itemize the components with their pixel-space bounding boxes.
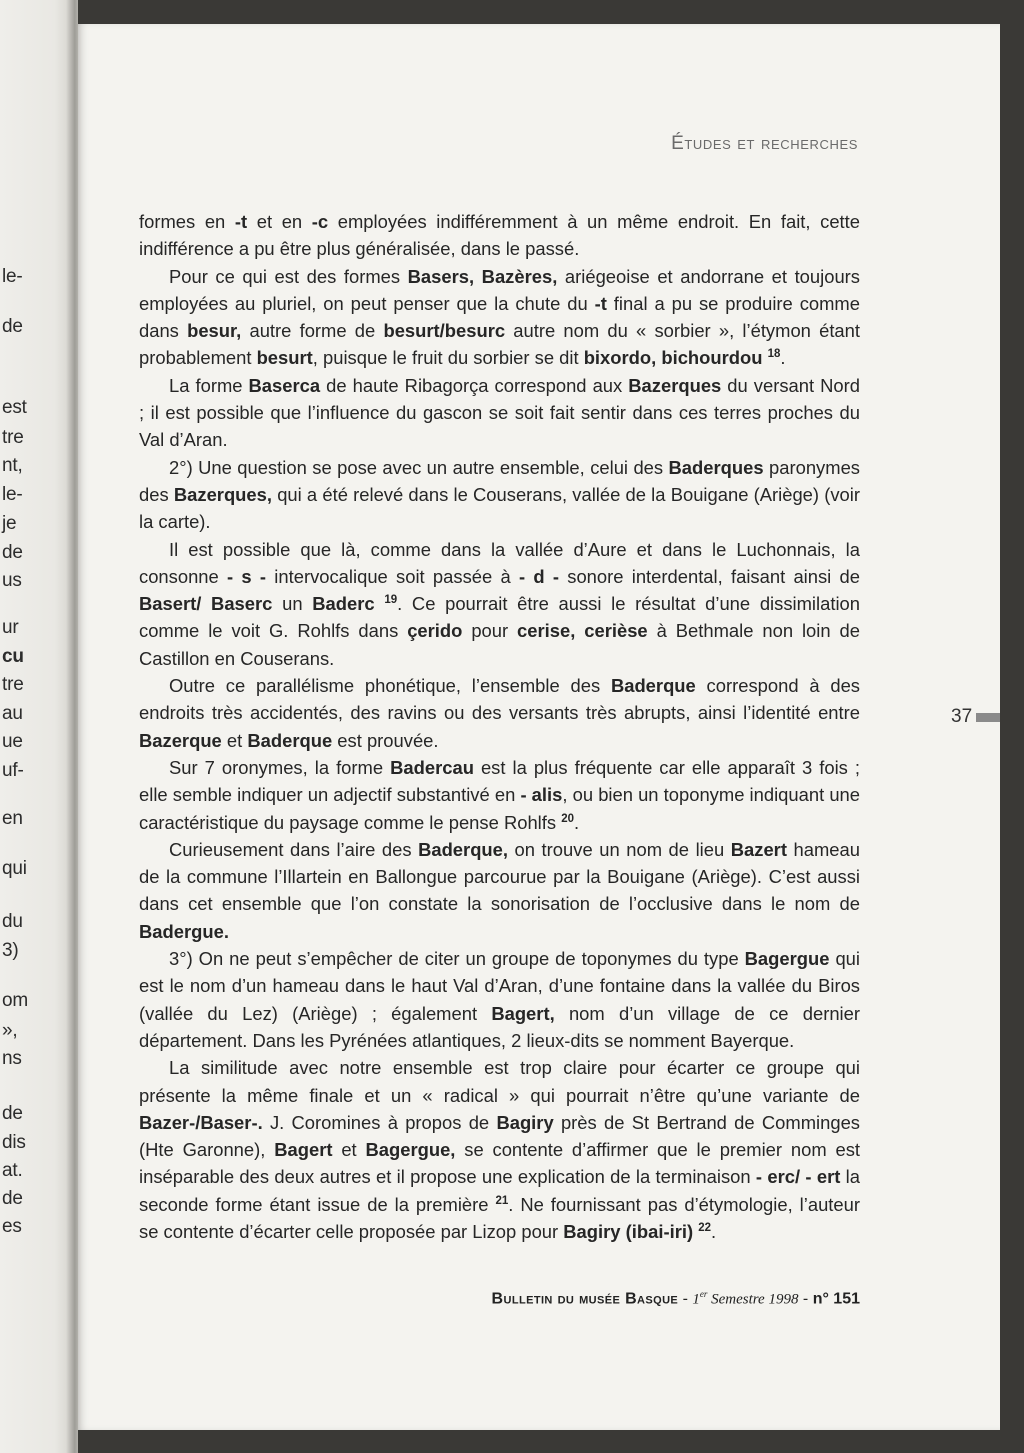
paragraph bbox=[139, 263, 860, 372]
text-run: à Bethmale non loin de Castillon en Couserans. bbox=[139, 620, 860, 669]
text-run: La similitude avec notre ensemble est trop claire pour écarter ce groupe qui présente la même finale et un « radical » qui pourrait n’être qu’une variante de bbox=[139, 1057, 860, 1106]
left-page-fragment: tre bbox=[2, 427, 24, 448]
text-run: final a pu se produire comme dans bbox=[139, 292, 860, 342]
left-page-fragment: ue bbox=[2, 731, 23, 752]
paragraph bbox=[139, 836, 860, 945]
text-run: ariégeoise et andorrane et toujours employées au pluriel, on peut penser que la chute du bbox=[139, 265, 860, 314]
toponym: çerido bbox=[407, 620, 463, 642]
text-run: hameau de la commune l’Illartein en Ballongue parcourue par la Bouigane (Ariège). C’est aussi dans cet ensemble que l’on constate la sonorisation de l’occlusive dans le nom de bbox=[139, 838, 860, 915]
toponym: -t bbox=[594, 292, 607, 314]
toponym: - alis bbox=[520, 784, 563, 806]
left-page-fragment: tre bbox=[2, 674, 24, 695]
text-run: 2°) Une question se pose avec un autre ensemble, celui des bbox=[169, 456, 669, 478]
toponym: Bazerque bbox=[139, 729, 222, 751]
left-page-fragment: om bbox=[2, 990, 28, 1011]
left-page-fragment: en bbox=[2, 808, 23, 829]
footer-separator: - bbox=[678, 1290, 693, 1308]
text-run: Pour ce qui est des formes bbox=[169, 265, 408, 287]
left-page-fragment: au bbox=[2, 703, 23, 724]
left-page-fragment: uf- bbox=[2, 760, 24, 781]
toponym: Baserca bbox=[248, 374, 321, 396]
toponym: besur, bbox=[187, 320, 242, 342]
text-run: Il est possible que là, comme dans la vallée d’Aure et dans le Luchonnais, la consonne bbox=[139, 538, 860, 587]
toponym: - erc/ - ert bbox=[755, 1166, 841, 1188]
footer-bulletin: Bulletin du musée Basque bbox=[491, 1290, 679, 1308]
text-run: est prouvée. bbox=[332, 729, 439, 751]
left-page-fragment: ns bbox=[2, 1048, 22, 1069]
text-run: se contente d’affirmer que le premier nom est inséparable des deux autres et il propose une explication de la terminaison bbox=[139, 1139, 861, 1188]
toponym: Bagert bbox=[274, 1139, 333, 1161]
toponym: Bazert bbox=[730, 838, 787, 860]
toponym: - d - bbox=[518, 565, 559, 587]
text-run: pour bbox=[462, 620, 518, 642]
text-run: la seconde forme étant issue de la première bbox=[139, 1166, 860, 1215]
left-page-fragment: de bbox=[2, 542, 23, 563]
toponym: Bagergue bbox=[744, 948, 830, 970]
text-run: sonore interdental, faisant ainsi de bbox=[558, 565, 860, 587]
left-page-fragment: at. bbox=[2, 1160, 23, 1181]
paragraph bbox=[139, 945, 860, 1054]
toponym: - s - bbox=[227, 565, 267, 587]
footer bbox=[380, 1289, 860, 1308]
left-page-fragment: du bbox=[2, 911, 23, 932]
left-page-fragment: cu bbox=[2, 646, 24, 667]
left-page-fragment: je bbox=[2, 513, 17, 534]
toponym: Baderque bbox=[610, 675, 696, 697]
left-page-fragment: est bbox=[2, 397, 27, 418]
text-run: Outre ce parallélisme phonétique, l’ensemble des bbox=[169, 675, 611, 697]
footer-issue: n° 151 bbox=[812, 1290, 860, 1308]
footer-semester: Semestre 1998 bbox=[707, 1291, 799, 1308]
text-run bbox=[375, 593, 385, 614]
text-run: est la plus fréquente car elle apparaît 3 fois ; elle semble indiquer un adjectif substantivé en bbox=[139, 756, 860, 806]
paragraph bbox=[139, 672, 860, 754]
text-run: près de St Bertrand de Comminges (Hte Garonne), bbox=[139, 1111, 861, 1161]
running-header: Études et recherches bbox=[671, 133, 858, 154]
left-page-fragment: le- bbox=[2, 266, 23, 287]
text-run: autre nom du « sorbier », l’étymon étant probablement bbox=[139, 320, 861, 369]
left-page-fragment: de bbox=[2, 316, 23, 337]
text-run: La forme bbox=[169, 374, 249, 396]
text-run: un bbox=[272, 593, 313, 615]
paragraph bbox=[139, 1054, 860, 1245]
toponym: Bazerques, bbox=[173, 483, 272, 505]
text-run: paronymes des bbox=[139, 456, 860, 505]
footer-semester-num: 1 bbox=[692, 1291, 700, 1308]
text-run: formes en bbox=[139, 211, 235, 232]
toponym: besurt/besurc bbox=[383, 320, 506, 342]
left-page-fragment: de bbox=[2, 1188, 23, 1209]
text-run: J. Coromines à propos de bbox=[262, 1111, 497, 1133]
text-run: . bbox=[780, 347, 786, 369]
text-run: qui est le nom d’un hameau dans le haut Val d’Aran, d’une fontaine dans la vallée du Biros (vallée du Lez) (Ariège) ; également bbox=[139, 948, 860, 1024]
text-run: autre forme de bbox=[241, 320, 384, 342]
toponym: Bazer-/Baser-. bbox=[139, 1111, 263, 1133]
text-run: nom d’un village de ce dernier département. Dans les Pyrénées atlantiques, 2 lieux-dits se nomment Bayerque. bbox=[139, 1002, 860, 1051]
text-run: du versant Nord ; il est possible que l’influence du gascon se soit fait sentir dans ces terres proches du Val d’Aran. bbox=[139, 374, 860, 451]
paragraph bbox=[139, 372, 860, 454]
left-page-fragment: nt, bbox=[2, 455, 23, 476]
text-run: , ou bien un toponyme indiquant une caractéristique du paysage comme le pense Rohlfs bbox=[139, 784, 861, 833]
toponym: Baderc bbox=[312, 593, 375, 615]
text-run: . Ce pourrait être aussi le résultat d’une dissimilation comme le voit G. Rohlfs dans bbox=[139, 593, 860, 642]
toponym: besurt bbox=[256, 347, 313, 369]
footnote-ref: 20 bbox=[561, 812, 574, 825]
left-page-fragment: qui bbox=[2, 858, 27, 879]
toponym: Baderques bbox=[668, 456, 764, 478]
left-page-fragment: », bbox=[2, 1020, 18, 1041]
text-run: employées indifféremment à un même endroit. En fait, cette indifférence a pu être plus généralisée, dans le passé. bbox=[139, 211, 860, 260]
toponym: Badergue. bbox=[139, 920, 229, 942]
left-page-fragment: de bbox=[2, 1103, 23, 1124]
toponym: Baderque bbox=[247, 729, 333, 751]
toponym: (ibai-iri) bbox=[625, 1220, 694, 1242]
footnote-ref: 18 bbox=[767, 348, 781, 361]
left-page-fragment: es bbox=[2, 1216, 22, 1237]
paragraph bbox=[139, 536, 860, 672]
article-body bbox=[139, 208, 860, 1245]
text-run: 3°) On ne peut s’empêcher de citer un groupe de toponymes du type bbox=[169, 948, 745, 970]
text-run: intervocalique soit passée à bbox=[266, 565, 519, 587]
toponym: Bagert, bbox=[491, 1002, 555, 1024]
toponym: bixordo, bichourdou bbox=[583, 347, 763, 369]
text-run: et bbox=[221, 729, 248, 751]
toponym: -c bbox=[311, 211, 329, 232]
text-run: Curieusement dans l’aire des bbox=[169, 838, 419, 860]
toponym: Bagergue, bbox=[365, 1139, 456, 1161]
toponym: Bazerques bbox=[628, 374, 722, 396]
footnote-ref: 21 bbox=[495, 1194, 509, 1207]
left-page-fragment: us bbox=[2, 570, 22, 591]
text-run: . bbox=[711, 1220, 717, 1242]
text-run: de haute Ribagorça correspond aux bbox=[320, 374, 629, 396]
toponym: Baderque, bbox=[418, 838, 508, 860]
text-run: correspond à des endroits très accidentés, des ravins ou des versants très abrupts, ainsi l’identité entre bbox=[139, 675, 861, 724]
left-page-fragment: le- bbox=[2, 484, 23, 505]
text-run: . bbox=[573, 811, 580, 833]
left-page-fragment: dis bbox=[2, 1132, 26, 1153]
toponym: Bagiry bbox=[563, 1220, 621, 1242]
footnote-ref: 19 bbox=[384, 594, 398, 607]
toponym: -t bbox=[234, 211, 248, 232]
toponym: cerise, cerièse bbox=[517, 620, 648, 642]
left-page-fragment: 3) bbox=[2, 940, 19, 961]
left-page-fragment: ur bbox=[2, 617, 19, 638]
footnote-ref: 22 bbox=[698, 1221, 712, 1234]
page-edge-marker bbox=[976, 713, 1000, 722]
text-run: Sur 7 oronymes, la forme bbox=[169, 756, 391, 778]
text-run: et bbox=[332, 1139, 366, 1161]
text-run: on trouve un nom de lieu bbox=[508, 838, 731, 860]
paragraph bbox=[139, 454, 860, 536]
toponym: Badercau bbox=[390, 756, 474, 778]
footer-separator: - bbox=[798, 1290, 813, 1308]
footer-semester-sup: er bbox=[699, 1289, 708, 1299]
text-run: . Ne fournissant pas d’étymologie, l’auteur se contente d’écarter celle proposée par Lizop pour bbox=[139, 1193, 860, 1242]
text-run: et en bbox=[247, 211, 312, 232]
page-number: 37 bbox=[951, 706, 973, 727]
toponym: Basert/ Baserc bbox=[139, 593, 273, 615]
text-run: , puisque le fruit du sorbier se dit bbox=[312, 347, 584, 369]
text-run: qui a été relevé dans le Couserans, vallée de la Bouigane (Ariège) (voir la carte). bbox=[139, 483, 860, 533]
paragraph bbox=[139, 754, 860, 836]
paragraph bbox=[139, 208, 860, 263]
toponym: Bagiry bbox=[496, 1111, 554, 1133]
toponym: Basers, Bazères, bbox=[407, 265, 558, 287]
